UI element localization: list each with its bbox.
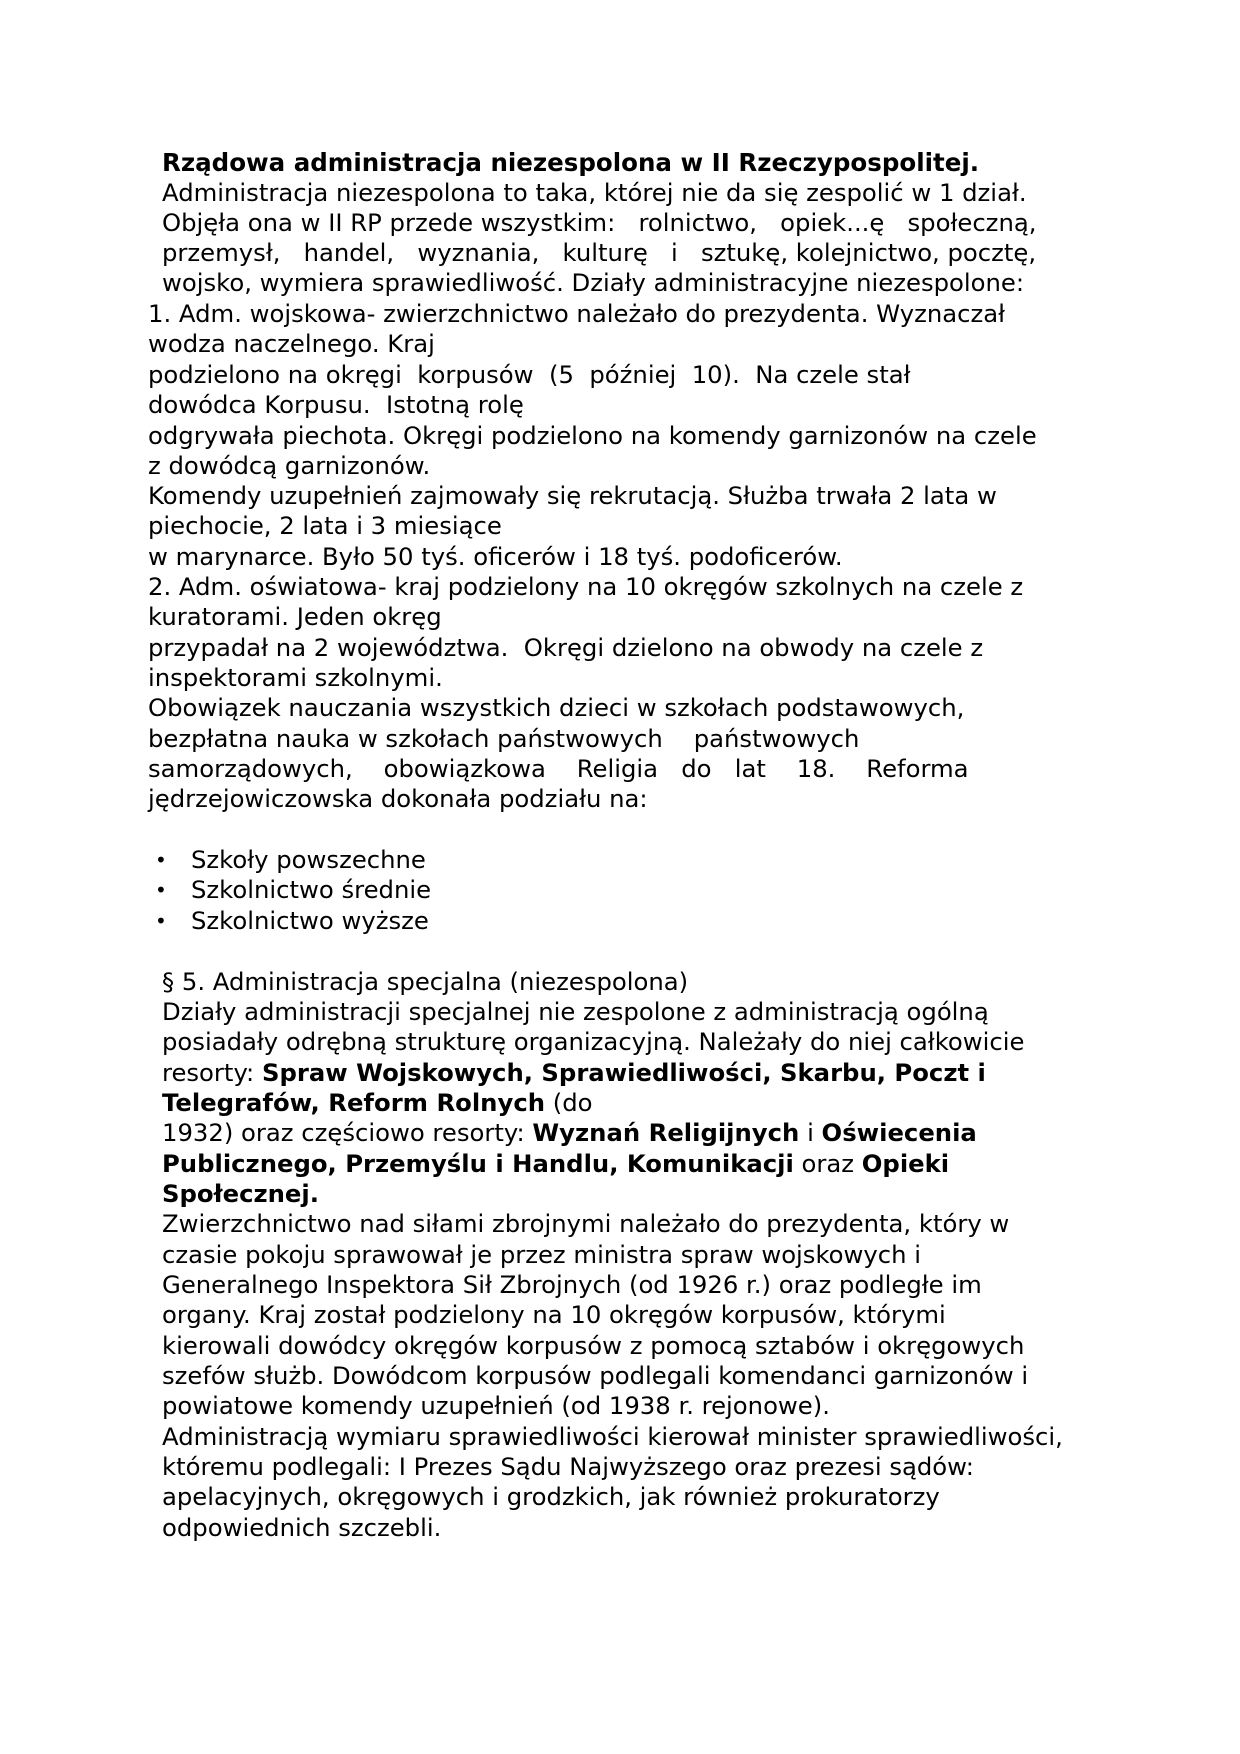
text-run: resorty: (162, 1058, 262, 1087)
section-5-p2-line-4: organy. Kraj został podzielony na 10 okręgów korpusów, którymi (162, 1300, 946, 1329)
military-line-6: z dowódcą garnizonów. (148, 451, 431, 480)
military-line-5: odgrywała piechota. Okręgi podzielono na komendy garnizonów na czele (148, 421, 1037, 450)
education-line-2: kuratorami. Jeden okręg (148, 602, 442, 631)
bold-ministry: Opieki (861, 1149, 950, 1178)
military-line-9: w marynarce. Było 50 tyś. oficerów i 18 tyś. podoficerów. (148, 542, 843, 571)
bold-ministry: Wyznań Religijnych (532, 1118, 800, 1147)
military-line-4: dowódca Korpusu. Istotną rolę (148, 390, 524, 419)
section-5-p1-line-6 (162, 1149, 949, 1179)
bold-ministries: Telegrafów, Reform Rolnych (162, 1088, 546, 1117)
section-5-p1-line-5 (162, 1118, 977, 1148)
section-5-p3-line-2: któremu podlegali: I Prezes Sądu Najwyższego oraz prezesi sądów: (162, 1452, 974, 1481)
education-line-4: inspektorami szkolnymi. (148, 663, 443, 692)
intro-line-1: Administracja niezespolona to taka, której nie da się zespolić w 1 dział. (162, 178, 1027, 207)
military-line-8: piechocie, 2 lata i 3 miesiące (148, 511, 502, 540)
intro-line-2: Objęła ona w II RP przede wszystkim: rolnictwo, opiek...ę społeczną, (162, 208, 1037, 237)
intro-line-3: przemysł, handel, wyznania, kulturę i sztukę, kolejnictwo, pocztę, (162, 238, 1037, 267)
bold-ministry: Oświecenia (821, 1118, 977, 1147)
military-line-7: Komendy uzupełnień zajmowały się rekrutacją. Służba trwała 2 lata w (148, 481, 997, 510)
bullet-marker: • (155, 878, 167, 902)
list-item: Szkoły powszechne (191, 845, 426, 874)
section-5-p2-line-3: Generalnego Inspektora Sił Zbrojnych (od 1926 r.) oraz podległe im (162, 1270, 982, 1299)
education-line-5: Obowiązek nauczania wszystkich dzieci w szkołach podstawowych, (148, 693, 965, 722)
education-line-1: 2. Adm. oświatowa- kraj podzielony na 10 okręgów szkolnych na czele z (148, 572, 1024, 601)
list-item: Szkolnictwo wyższe (191, 906, 429, 935)
section-5-p3-line-4: odpowiednich szczebli. (162, 1513, 442, 1542)
section-5-p2-line-6: szefów służb. Dowódcom korpusów podlegali komendanci garnizonów i (162, 1361, 1029, 1390)
section-5-p1-line-3 (162, 1058, 986, 1088)
section-5-p1-line-2: posiadały odrębną strukturę organizacyjną. Należały do niej całkowicie (162, 1027, 1025, 1056)
section-5-p3-line-1: Administracją wymiaru sprawiedliwości kierował minister sprawiedliwości, (162, 1422, 1063, 1451)
military-line-1: 1. Adm. wojskowa- zwierzchnictwo należało do prezydenta. Wyznaczał (148, 299, 1006, 328)
section-5-p1-line-7: Społecznej. (162, 1179, 319, 1208)
military-line-3: podzielono na okręgi korpusów (5 później 10). Na czele stał (148, 360, 911, 389)
intro-line-4: wojsko, wymiera sprawiedliwość. Działy administracyjne niezespolone: (162, 268, 1025, 297)
section-5-heading: § 5. Administracja specjalna (niezespolona) (162, 967, 689, 996)
section-5-p3-line-3: apelacyjnych, okręgowych i grodzkich, jak również prokuratorzy (162, 1482, 940, 1511)
document-title: Rządowa administracja niezespolona w II Rzeczypospolitej. (162, 148, 980, 177)
text-run: 1932) oraz częściowo resorty: (162, 1118, 533, 1147)
section-5-p2-line-2: czasie pokoju sprawował je przez ministra spraw wojskowych i (162, 1240, 922, 1269)
military-line-2: wodza naczelnego. Kraj (148, 329, 435, 358)
bold-ministries: Spraw Wojskowych, Sprawiedliwości, Skarbu, Poczt i (261, 1058, 986, 1087)
education-line-6: bezpłatna nauka w szkołach państwowych państwowych (148, 724, 860, 753)
section-5-p2-line-5: kierowali dowódcy okręgów korpusów z pomocą sztabów i okręgowych (162, 1331, 1025, 1360)
bullet-marker: • (155, 909, 167, 933)
list-item: Szkolnictwo średnie (191, 875, 432, 904)
section-5-p2-line-7: powiatowe komendy uzupełnień (od 1938 r. rejonowe). (162, 1391, 830, 1420)
education-line-8: jędrzejowiczowska dokonała podziału na: (148, 784, 648, 813)
education-line-7: samorządowych, obowiązkowa Religia do lat 18. Reforma (148, 754, 969, 783)
section-5-p1-line-4 (162, 1088, 593, 1118)
text-run: (do (545, 1088, 593, 1117)
education-line-3: przypadał na 2 województwa. Okręgi dzielono na obwody na czele z (148, 633, 984, 662)
section-5-p1-line-1: Działy administracji specjalnej nie zespolone z administracją ogólną (162, 997, 989, 1026)
text-run: oraz (793, 1149, 862, 1178)
bullet-marker: • (155, 848, 167, 872)
bold-ministries: Publicznego, Przemyślu i Handlu, Komunikacji (162, 1149, 794, 1178)
text-run: i (799, 1118, 822, 1147)
section-5-p2-line-1: Zwierzchnictwo nad siłami zbrojnymi należało do prezydenta, który w (162, 1209, 1010, 1238)
